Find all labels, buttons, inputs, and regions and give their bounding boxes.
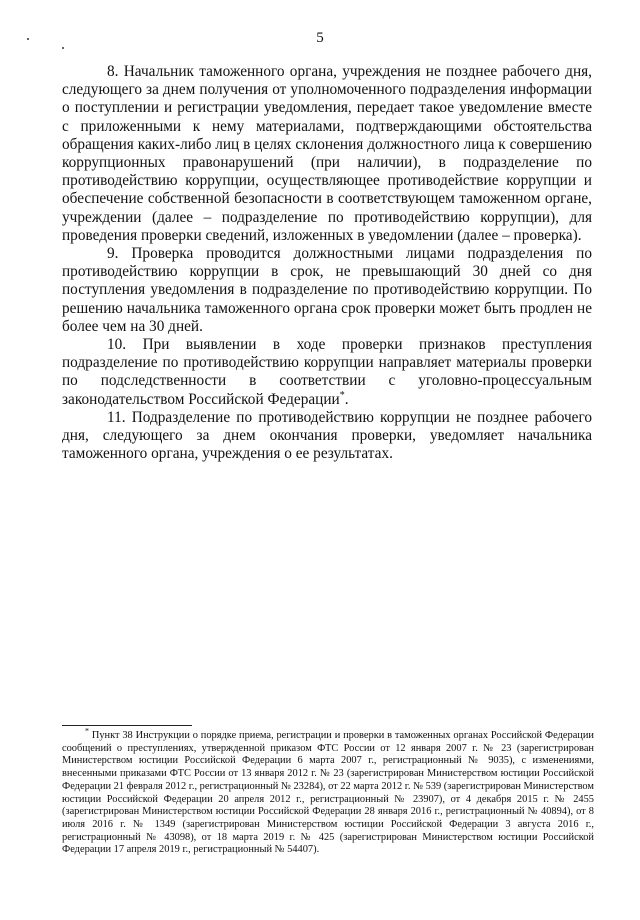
document-body (62, 63, 592, 463)
footnote-text: Пункт 38 Инструкции о порядке приема, регистрации и проверки в таможенных органах Российской Федерации сообщений о преступлениях, утвержденной приказом ФТС России от 12 января 2007 г. № 23 (зарегистрирован Министерством юстиции Российской Федерации 6 марта 2007 г., регистрационный № 9035), с изменениями, внесенными приказами ФТС России от 13 января 2012 г. № 23 (зарегистрирован Министерством юстиции Российской Федерации 21 февраля 2012 г., регистрационный № 23284), от 22 марта 2012 г. № 539 (зарегистрирован Министерством юстиции Российской Федерации 20 апреля 2012 г., регистрационный № 23907), от 4 декабря 2015 г. № 2455 (зарегистрирован Министерством юстиции Российской Федерации 28 января 2016 г., регистрационный № 40894), от 8 июля 2016 г. № 1349 (зарегистрирован Министерством юстиции Российской Федерации 3 августа 2016 г., регистрационный № 43098), от 18 марта 2019 г. № 425 (зарегистрирован Министерством юстиции Российской Федерации 17 апреля 2019 г., регистрационный № 54407). (62, 730, 594, 856)
footnote (62, 726, 594, 857)
page-number: 5 (316, 30, 324, 46)
footnote-reference: * (339, 389, 345, 401)
paragraph-9: 9. Проверка проводится должностными лицами подразделения по противодействию коррупции в срок, не превышающий 30 дней со дня поступления уведомления в подразделение по противодействию коррупции. По решению начальника таможенного органа срок проверки может быть продлен не более чем на 30 дней. (62, 245, 592, 335)
paragraph-8: 8. Начальник таможенного органа, учреждения не позднее рабочего дня, следующего за днем получения от уполномоченного подразделения информации о поступлении и регистрации уведомления, передает такое уведомление вместе с приложенными к нему материалами, подтверждающими обстоятельства обращения каких-либо лиц в целях склонения должностного лица к совершению коррупционных правонарушений (при наличии), в подразделение по противодействию коррупции, осуществляющее противодействие коррупции и обеспечение собственной безопасности в соответствующем таможенном органе, учреждении (далее – подразделение по противодействию коррупции), для проведения проверки сведений, изложенных в уведомлении (далее – проверка). (62, 63, 592, 244)
paragraph-10-text: 10. При выявлении в ходе проверки признаков преступления подразделение по противодействию коррупции направляет материалы проверки по подследственности в соответствии с уголовно-процессуальным законодательством Российской Федерации (62, 336, 592, 408)
footnote-marker: * (85, 726, 89, 736)
footnote-separator (62, 725, 192, 726)
paragraph-11: 11. Подразделение по противодействию коррупции не позднее рабочего дня, следующего за днем окончания проверки, уведомляет начальника таможенного органа, учреждения о ее результатах. (62, 408, 592, 463)
paragraph-10-end: . (344, 390, 349, 408)
scan-speck (62, 47, 64, 49)
paragraph-10 (62, 336, 592, 409)
